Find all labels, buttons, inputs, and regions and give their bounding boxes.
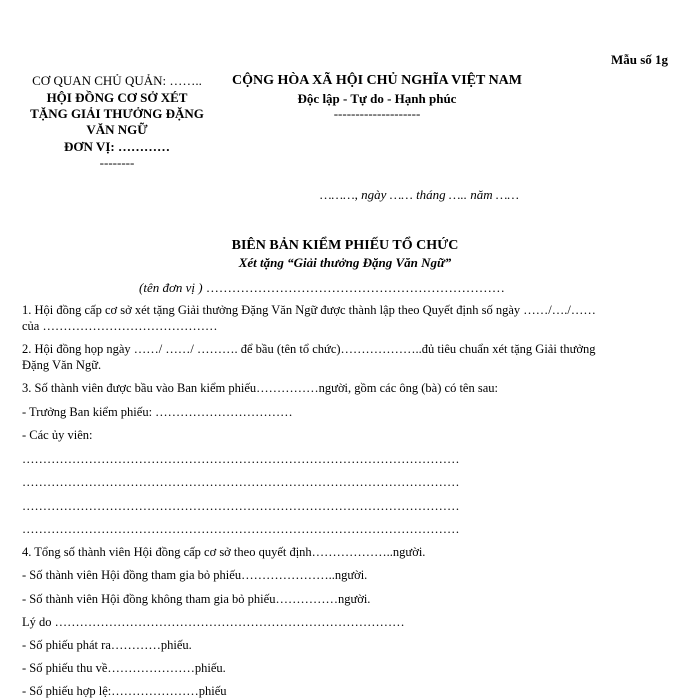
left-divider: -------- — [99, 155, 135, 170]
item-3: 3. Số thành viên được bầu vào Ban kiểm phiếu……………người, gồm các ông (bà) có tên sau: — [22, 381, 498, 395]
unit-name-line — [139, 280, 505, 296]
ballots-returned: - Số phiếu thu về…………………phiếu. — [22, 661, 226, 675]
council-name-line2: TẶNG GIẢI THƯỞNG ĐẶNG — [30, 106, 204, 121]
governing-agency-line: CƠ QUAN CHỦ QUẢN: …….. — [32, 73, 202, 88]
document-subtitle: Xét tặng “Giải thưởng Đặng Văn Ngữ” — [238, 255, 452, 270]
form-number: Mẫu số 1g — [610, 52, 668, 67]
item-1-line2: của …………………………………… — [22, 319, 218, 333]
dotted-line-4: …………………………………………………………………………………………… — [22, 522, 460, 536]
item-4: 4. Tổng số thành viên Hội đồng cấp cơ sở theo quyết định………………..người. — [22, 545, 426, 559]
dotted-line-3: …………………………………………………………………………………………… — [22, 499, 460, 513]
council-name-line1: HỘI ĐỒNG CƠ SỞ XÉT — [46, 90, 188, 105]
item-2-line2: Đặng Văn Ngữ. — [22, 358, 102, 372]
dotted-line-1: …………………………………………………………………………………………… — [22, 452, 460, 466]
reason-line: Lý do ………………………………………………………………………… — [22, 615, 405, 629]
item-4-participating: - Số thành viên Hội đồng tham gia bỏ phiếu…………………..người. — [22, 568, 368, 582]
dotted-line-2: …………………………………………………………………………………………… — [22, 475, 460, 489]
ballots-issued: - Số phiếu phát ra…………phiếu. — [22, 638, 192, 652]
item-3-members: - Các ủy viên: — [22, 428, 93, 442]
unit-line: ĐƠN VỊ: ………… — [64, 139, 170, 154]
council-name-line3: VĂN NGỮ — [86, 122, 148, 137]
item-1-line1: 1. Hội đồng cấp cơ sở xét tặng Giải thưởng Đặng Văn Ngữ được thành lập theo Quyết định số ngày ……/…./…… — [22, 303, 596, 317]
national-title: CỘNG HÒA XÃ HỘI CHỦ NGHĨA VIỆT NAM — [231, 73, 523, 88]
item-4-not-participating: - Số thành viên Hội đồng không tham gia bỏ phiếu……………người. — [22, 592, 371, 606]
motto: Độc lập - Tự do - Hạnh phúc — [297, 91, 457, 106]
unit-name-dots: …………………………………………………………… — [205, 280, 505, 295]
date-line: ………, ngày …… tháng ….. năm …… — [320, 187, 519, 202]
document-title: BIÊN BẢN KIỂM PHIẾU TỔ CHỨC — [231, 238, 459, 253]
ballots-valid: - Số phiếu hợp lệ:…………………phiếu — [22, 684, 227, 698]
unit-name-label: (tên đơn vị ) — [139, 280, 203, 295]
item-3-head: - Trưởng Ban kiểm phiếu: …………………………… — [22, 405, 293, 419]
item-2-line1: 2. Hội đồng họp ngày ……/ ……/ ………. để bầu (tên tổ chức)………………..đủ tiêu chuẩn xét tặng Giải thưởng — [22, 342, 596, 356]
motto-divider: -------------------- — [333, 106, 421, 121]
